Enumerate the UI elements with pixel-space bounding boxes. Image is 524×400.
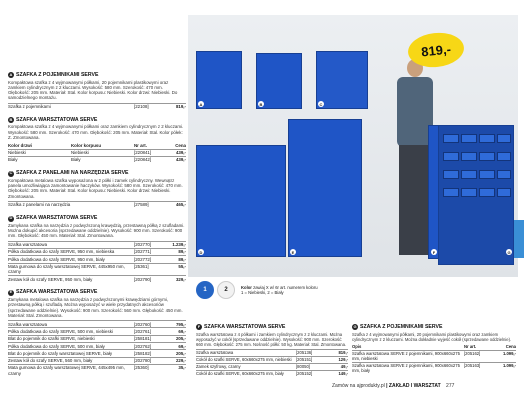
product-block — [8, 170, 186, 208]
table-row — [196, 370, 348, 377]
row-name: Szafka z pojemnikami — [8, 104, 51, 110]
table-row — [196, 349, 348, 356]
product-title-text: SZAFKA WARSZTATOWA SERVE — [204, 324, 286, 330]
product-description: Kompaktowa metalowa szafka wyposażona w 2 półki i zamek cylindryczny. Wewnątrz panela umożliwiająca zamontowanie haczyków. Wysokość: 580 mm. Szerokość: 470 mm. Głębokość: 205 mm. Materiał: Stal. Kolor korpusu: Niebieski. Kolor drzwi: Niebieski. Zmontowana. — [8, 177, 183, 199]
product-letter-badge: D — [9, 215, 13, 221]
row-price: 819,- — [175, 104, 186, 110]
row-price: 89,- — [178, 249, 186, 255]
row-name: Zestaw kół do szafy SERVE, 560 mm, biały — [8, 358, 93, 364]
row-sku: [258181] — [134, 336, 152, 342]
photo-letter-c: C — [319, 101, 323, 107]
photo-letter-b: B — [259, 101, 263, 107]
product-title — [8, 117, 186, 124]
product-title-text: SZAFKA WARSZTATOWA SERVE — [16, 289, 98, 296]
product-description: Kompaktowa szafka z 4 wyjmowanymi półkami oraz zamkiem cylindrycznym z 2 kluczami. Wysokość: 580 mm. Szerokość: 470 mm. Głębokość: 205 mm. Materiał: Stal. Kolor półek: Z. Zmontowana. — [8, 124, 184, 141]
product-title-text: SZAFKA WARSZTATOWA SERVE — [16, 116, 98, 123]
row-name: Biały — [8, 157, 18, 163]
footer-section: | ZAKŁAD I WARSZTAT — [386, 383, 441, 389]
header-name: Kolor drzwi — [8, 142, 32, 148]
table-row — [8, 248, 186, 255]
table-row — [8, 320, 186, 327]
product-block — [8, 117, 186, 163]
product-title — [8, 289, 186, 296]
product-letter-badge: G — [353, 324, 357, 329]
row-sku: [202771] — [134, 249, 152, 255]
cabinet-e — [288, 119, 362, 257]
row-name: Szafka warsztatowa — [8, 321, 48, 327]
product-title-text: SZAFKA Z POJEMNIKAMI SERVE — [360, 324, 443, 330]
row-name: Mata gumowa do szafy warsztatowej SERVE, 445x950 mm, czarny — [8, 264, 125, 275]
row-price: 55,- — [178, 264, 186, 270]
row-name: Zestaw kół do szafy SERVE, 950 mm, biały — [8, 276, 93, 282]
photo-letter-f: F — [432, 249, 436, 255]
product-title — [352, 324, 516, 331]
row-name: Półka dodatkowa do szafy SERVE, 950 mm, niebieska — [8, 249, 115, 255]
swatch-white: 2 — [217, 281, 235, 299]
product-letter-badge: B — [9, 116, 13, 122]
cabinet-g — [438, 125, 514, 265]
product-photo — [188, 15, 518, 277]
swatch-blue: 1 — [196, 281, 214, 299]
page-footer — [332, 383, 454, 389]
table-row — [352, 362, 516, 374]
product-description: Szafka warsztatowa z 4 półkami i zamkiem cylindrycznym z 2 kluczami. Można wyposażyć w cokół (sprzedawane oddzielnie). Wysokość: 900 mm. Szerokość: 660 mm. Głębokość: 275 mm. Nośność półki: 50 kg. Materiał: Stal. Zmontowana. — [196, 331, 347, 347]
row-name: Szafka warsztatowa — [196, 350, 234, 355]
table-row — [8, 149, 186, 156]
row-sku: [202761] — [134, 328, 152, 334]
table-row — [8, 241, 186, 248]
header-color: Kolor korpusu — [71, 142, 102, 148]
product-block — [8, 289, 186, 376]
product-letter-badge: C — [9, 170, 13, 176]
row-sku: [202780] — [134, 358, 152, 364]
row-price: 819,- — [338, 350, 348, 355]
table-row — [8, 275, 186, 282]
product-title-text: SZAFKA WARSZTATOWA SERVE — [16, 215, 98, 222]
row-sku: [25361] — [134, 264, 149, 270]
row-name: Mata gumowa do szafy warsztatowej SERVE, 445x495 mm, czarny — [8, 365, 125, 376]
price-badge: 819,- — [406, 30, 465, 70]
table-row — [8, 335, 186, 342]
table-row — [8, 201, 186, 208]
product-list-left — [8, 72, 186, 383]
row-price: 795,- — [175, 321, 186, 327]
row-name: Niebieski — [8, 150, 26, 156]
product-title — [8, 72, 186, 79]
product-block — [8, 215, 186, 282]
product-letter-badge: E — [9, 289, 13, 295]
photo-letter-g: G — [507, 249, 511, 255]
row-price: 465,- — [175, 202, 186, 208]
row-price: 49,- — [340, 364, 348, 369]
table-row — [8, 327, 186, 334]
table-row — [8, 357, 186, 364]
row-sku: [205151] — [296, 357, 313, 362]
row-price: 439,- — [175, 157, 186, 163]
product-f — [196, 324, 348, 377]
row-price: 439,- — [175, 150, 186, 156]
product-description: Szafka z 4 wyjmowanymi półkami, 20 pojemnikami plastikowymi oraz zamkiem cylindrycznym z 2 kluczami. Można dokładnie wyjeść cokół (sprzedawane oddzielnie). — [352, 331, 512, 342]
row-price: 149,- — [338, 371, 348, 376]
row-sku: [202790] — [134, 276, 152, 282]
row-sku: [205136] — [296, 350, 313, 355]
swatch-legend — [241, 285, 318, 295]
cabinet-b — [256, 53, 302, 109]
color-swatches — [196, 281, 318, 299]
product-description: Kompaktowa szafka z 4 wyjmowanymi półkami, 20 pojemnikami plastikowymi oraz zamkiem cylindrycznym z 2 kluczami. Wysokość: 580 mm. Szerokość: 470 mm. Głębokość: 205 mm. Materiał: Stal. Kolor korpusu: Niebieski. Kolor drzwi: Niebieski. Do samodzielnego montażu. — [8, 79, 178, 101]
swatch-label: Kolor — [241, 285, 252, 290]
photo-letter-e: E — [291, 249, 295, 255]
row-sku: [202772] — [134, 256, 152, 262]
row-name: Półka dodatkowa do szafy SERVE, 950 mm, biały — [8, 256, 105, 262]
header-sku: Nr art. — [134, 142, 147, 148]
product-letter-badge: F — [197, 324, 201, 329]
row-sku: [205162] — [464, 351, 481, 356]
row-price: 69,- — [178, 328, 186, 334]
row-price: 229,- — [175, 358, 186, 364]
row-name: Półka dodatkowa do szafy SERVE, 500 mm, biały — [8, 343, 105, 349]
header-price: Cena — [505, 344, 516, 349]
row-name: Blat do pojemnik do szafki SERVE, niebieski — [8, 336, 95, 342]
product-title — [8, 215, 186, 222]
product-letter-badge: A — [9, 72, 13, 77]
table-header — [8, 142, 186, 148]
row-sku: [22108] — [134, 104, 149, 110]
row-sku: [202760] — [134, 321, 152, 327]
table-row — [8, 342, 186, 349]
photo-letter-d: D — [199, 249, 203, 255]
table-row — [8, 255, 186, 262]
row-name: Szafka warsztatowa SERVE z pojemnikami, 900x660x275 mm, biały — [352, 363, 460, 373]
row-name: Szafka z panelami na narzędzia — [8, 202, 71, 208]
row-name: Szafka warsztatowa — [8, 242, 48, 248]
table-header — [352, 344, 516, 350]
row-sku: [205163] — [464, 363, 481, 368]
row-sku: [202770] — [134, 242, 152, 248]
table-row — [8, 263, 186, 276]
row-price: 205,- — [175, 336, 186, 342]
row-sku: [205152] — [296, 371, 313, 376]
product-description: Zamykana metalowa szafka na narzędzia z podwyższonymi krawędziami górnymi, przestawną półką i szufladą. Można wyposażyć w wiele przydatnych akcesoriów (sprzedawane oddzielnie). Wysokość: 900 mm. Szerokość: 560 mm. Głębokość: 450 mm. Materiał: Stal. Zmontowana. — [8, 296, 183, 318]
row-sku: [258182] — [134, 350, 152, 356]
row-price: 205,- — [175, 350, 186, 356]
table-row — [196, 356, 348, 363]
row-name: Szafka warsztatowa SERVE z pojemnikami, 900x660x275 mm, niebieski — [352, 351, 460, 361]
product-description: Zamykana szafka na narzędzia z podwyższoną krawędzią, przestawną półką z szufladami. Można dokupić akcesoria (sprzedawane oddzielnie). Wysokość: 900 mm. Szerokość: 900 mm. Głębokość: 450 mm. Materiał: Stal. Zmontowana. — [8, 222, 185, 239]
product-title-text: SZAFKA Z POJEMNIKAMI SERVE — [16, 72, 99, 78]
product-g — [352, 324, 516, 374]
product-title-text: SZAFKA Z PANELAMI NA NARZĘDZIA SERVE — [16, 170, 129, 177]
header-price: Cena — [175, 142, 186, 148]
row-sku: [202762] — [134, 343, 152, 349]
table-row — [196, 363, 348, 370]
row-name: Cokół do szafki SERVE, 60x660x275 mm, biały — [196, 371, 284, 376]
row-price: 89,- — [178, 256, 186, 262]
row-name: Cokół do szafki SERVE, 60x660x275 mm, niebieski — [196, 357, 292, 362]
swatch-text: zawiaj X w/ 6r art. numerem koloru 1 = Niebieski, 2 = Biały — [241, 285, 318, 295]
table-row — [8, 364, 186, 377]
row-name: Półka dodatkowa do szafy SERVE, 500 mm, niebieski — [8, 328, 113, 334]
footer-prefix: Zamów na ajprodukty.pl — [332, 383, 385, 389]
cabinet-a — [196, 51, 242, 109]
row-price: 329,- — [175, 276, 186, 282]
row-sku: [80050] — [296, 364, 310, 369]
table-row — [8, 349, 186, 356]
product-title — [8, 170, 186, 177]
table-row — [8, 103, 186, 110]
row-price: 1.099,- — [502, 351, 516, 356]
row-sku: [25360] — [134, 365, 149, 371]
row-sku: [27589] — [134, 202, 149, 208]
row-color: Niebieski — [71, 150, 89, 156]
row-name: Blat do pojemnik do szafy warsztatowej SERVE, biały — [8, 350, 113, 356]
row-price: 1.099,- — [502, 363, 516, 368]
row-sku: [220841] — [134, 150, 152, 156]
product-block — [8, 72, 186, 110]
row-color: Biały — [71, 157, 81, 163]
row-price: 129,- — [338, 357, 348, 362]
row-price: 69,- — [178, 343, 186, 349]
page-number: 277 — [446, 383, 455, 389]
header-name: Opis — [352, 344, 362, 349]
cabinet-d — [196, 145, 286, 257]
section-tab — [514, 220, 524, 258]
cabinet-c — [316, 51, 368, 109]
photo-letter-a: A — [199, 101, 203, 107]
header-sku: Nr art. — [464, 344, 477, 349]
row-price: 35,- — [178, 365, 186, 371]
row-sku: [220842] — [134, 157, 152, 163]
row-price: 1.239,- — [172, 242, 186, 248]
row-name: Zamek szyfrowy, czarny — [196, 364, 241, 369]
product-title — [196, 324, 348, 331]
table-row — [8, 156, 186, 163]
table-row — [352, 350, 516, 362]
